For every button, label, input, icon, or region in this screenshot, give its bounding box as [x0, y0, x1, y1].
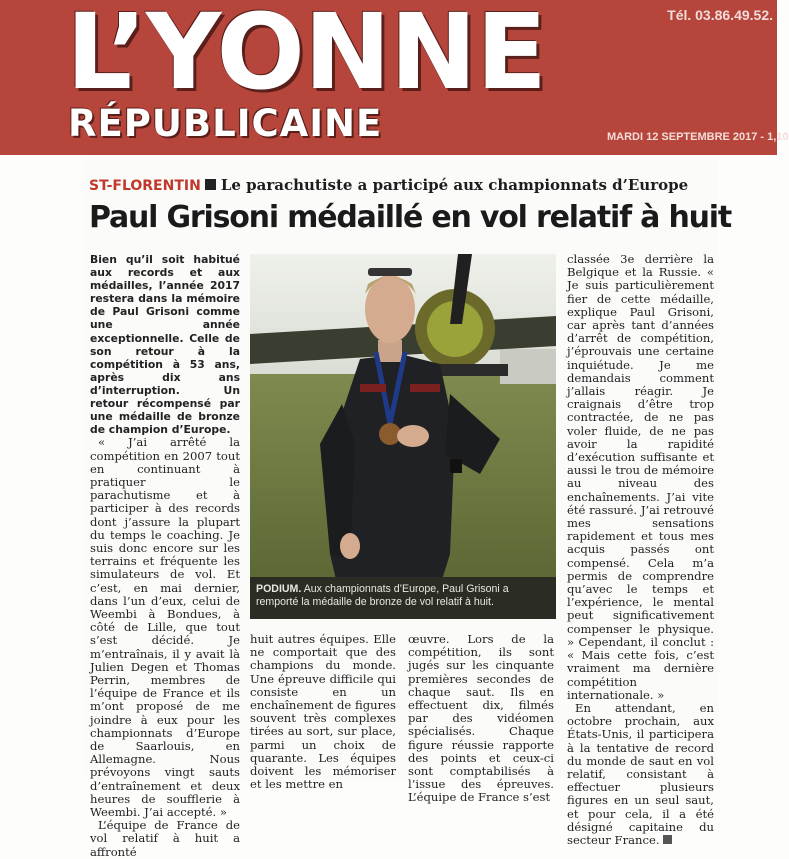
column-4: [567, 253, 714, 847]
article-photo: [250, 254, 556, 618]
column-1: [90, 253, 240, 859]
newspaper-subtitle: RÉPUBLICAINE: [68, 102, 383, 145]
kicker-place: ST-FLORENTIN: [89, 178, 201, 194]
phone-number: Tél. 03.86.49.52.: [667, 7, 773, 23]
column-4-paragraph: classée 3e derrière la Belgique et la Russie. « Je suis particulièrement fier de cette médaille, explique Paul Grisoni, car après tant d’années d’arrêt de compétition, j’éprouvais une certaine inquiétude. Je me demandais comment j’allais réagir. Je craignais d’être trop contractée, de ne pas voler fluide, de ne pas avoir la rapidité d’exécution suffisante et aussi le trou de mémoire au niveau des enchaînements. J’ai vite été rassuré. J’ai retrouvé mes sensations rapidement et tous mes acquis passés ont compensé. Cela m’a permis de comprendre qu’avec le temps et l’expérience, le mental peut significativement compenser le physique. » Cependant, il conclut : « Mais cette fois, c’est vraiment ma dernière compétition internationale. »: [567, 252, 714, 702]
caption-text: Aux championnats d’Europe, Paul Grisoni a remporté la médaille de bronze de vol relatif à huit.: [256, 583, 509, 608]
column-3: [408, 633, 554, 805]
kicker: [89, 176, 688, 194]
column-3-paragraph: œuvre. Lors de la compétition, ils sont jugés sur les cinquante premières secondes de chaque saut. Ils en effectuent dix, filmés par des vidéomen spécialisés. Chaque figure réussie rapporte des points et ceux-ci sont comptabilisés à l’issue des épreuves. L’équipe de France s’est: [408, 632, 554, 805]
newspaper-masthead: [0, 0, 789, 155]
caption-lead: PODIUM.: [256, 583, 302, 595]
black-square-bullet-icon: [205, 179, 216, 190]
column-4-text: En attendant, en octobre prochain, aux États-Unis, il participera à la tentative de record du monde de saut en vol relatif, consistant à effectuer plusieurs figures en un seul saut, et pour cela, il a été désigné capitaine du secteur France.: [567, 700, 714, 847]
column-1-paragraph: L’équipe de France de vol relatif à huit a affronté: [90, 818, 240, 859]
kicker-text: Le parachutiste a participé aux championnats d’Europe: [220, 176, 689, 194]
article-lead: Bien qu’il soit habitué aux records et aux médailles, l’année 2017 restera dans la mémoire de Paul Grisoni comme une année exceptionnelle. Celle de son retour à la compétition à 53 ans, après dix ans d’interruption. Un retour récompensé par une médaille de bronze de champion d’Europe.: [90, 253, 240, 437]
issue-date: MARDI 12 SEPTEMBRE 2017 - 1,10: [607, 131, 789, 143]
article-headline: Paul Grisoni médaillé en vol relatif à huit: [89, 200, 731, 235]
column-1-paragraph: « J’ai arrêté la compétition en 2007 tout en continuant à pratiquer le parachutisme et à participer à des records dont j’assure la plupart du temps le coaching. Je suis donc encore sur les terrains et fréquente les simulateurs de vol. Et c’est, en mai dernier, dans l’un d’eux, celui de Weembi à Bondues, à côté de Lille, que tout s’est décidé. Je m’entraînais, il y avait là Julien Degen et Thomas Perrin, membres de l’équipe de France et ils m’ont proposé de me joindre à eux pour les championnats d’Europe de Saarlouis, en Allemagne. Nous prévoyons vingt sauts d’entraînement et deux heures de soufflerie à Weembi. J’ai accepté. »: [90, 435, 240, 819]
end-of-article-square-icon: [663, 835, 672, 844]
photo-caption: [250, 577, 556, 619]
article-clipping: [84, 158, 731, 859]
newspaper-title: L’YONNE: [66, 0, 546, 113]
column-2-paragraph: huit autres équipes. Elle ne comportait que des champions du monde. Une épreuve difficile qui consiste en un enchaînement de figures souvent très complexes tirées au sort, sur place, parmi un choix de quarante. Les équipes doivent les mémoriser et les mettre en: [250, 632, 396, 792]
column-4-paragraph: [567, 702, 714, 847]
column-2: [250, 633, 396, 791]
photo-parachutist-with-medal: [250, 254, 556, 618]
